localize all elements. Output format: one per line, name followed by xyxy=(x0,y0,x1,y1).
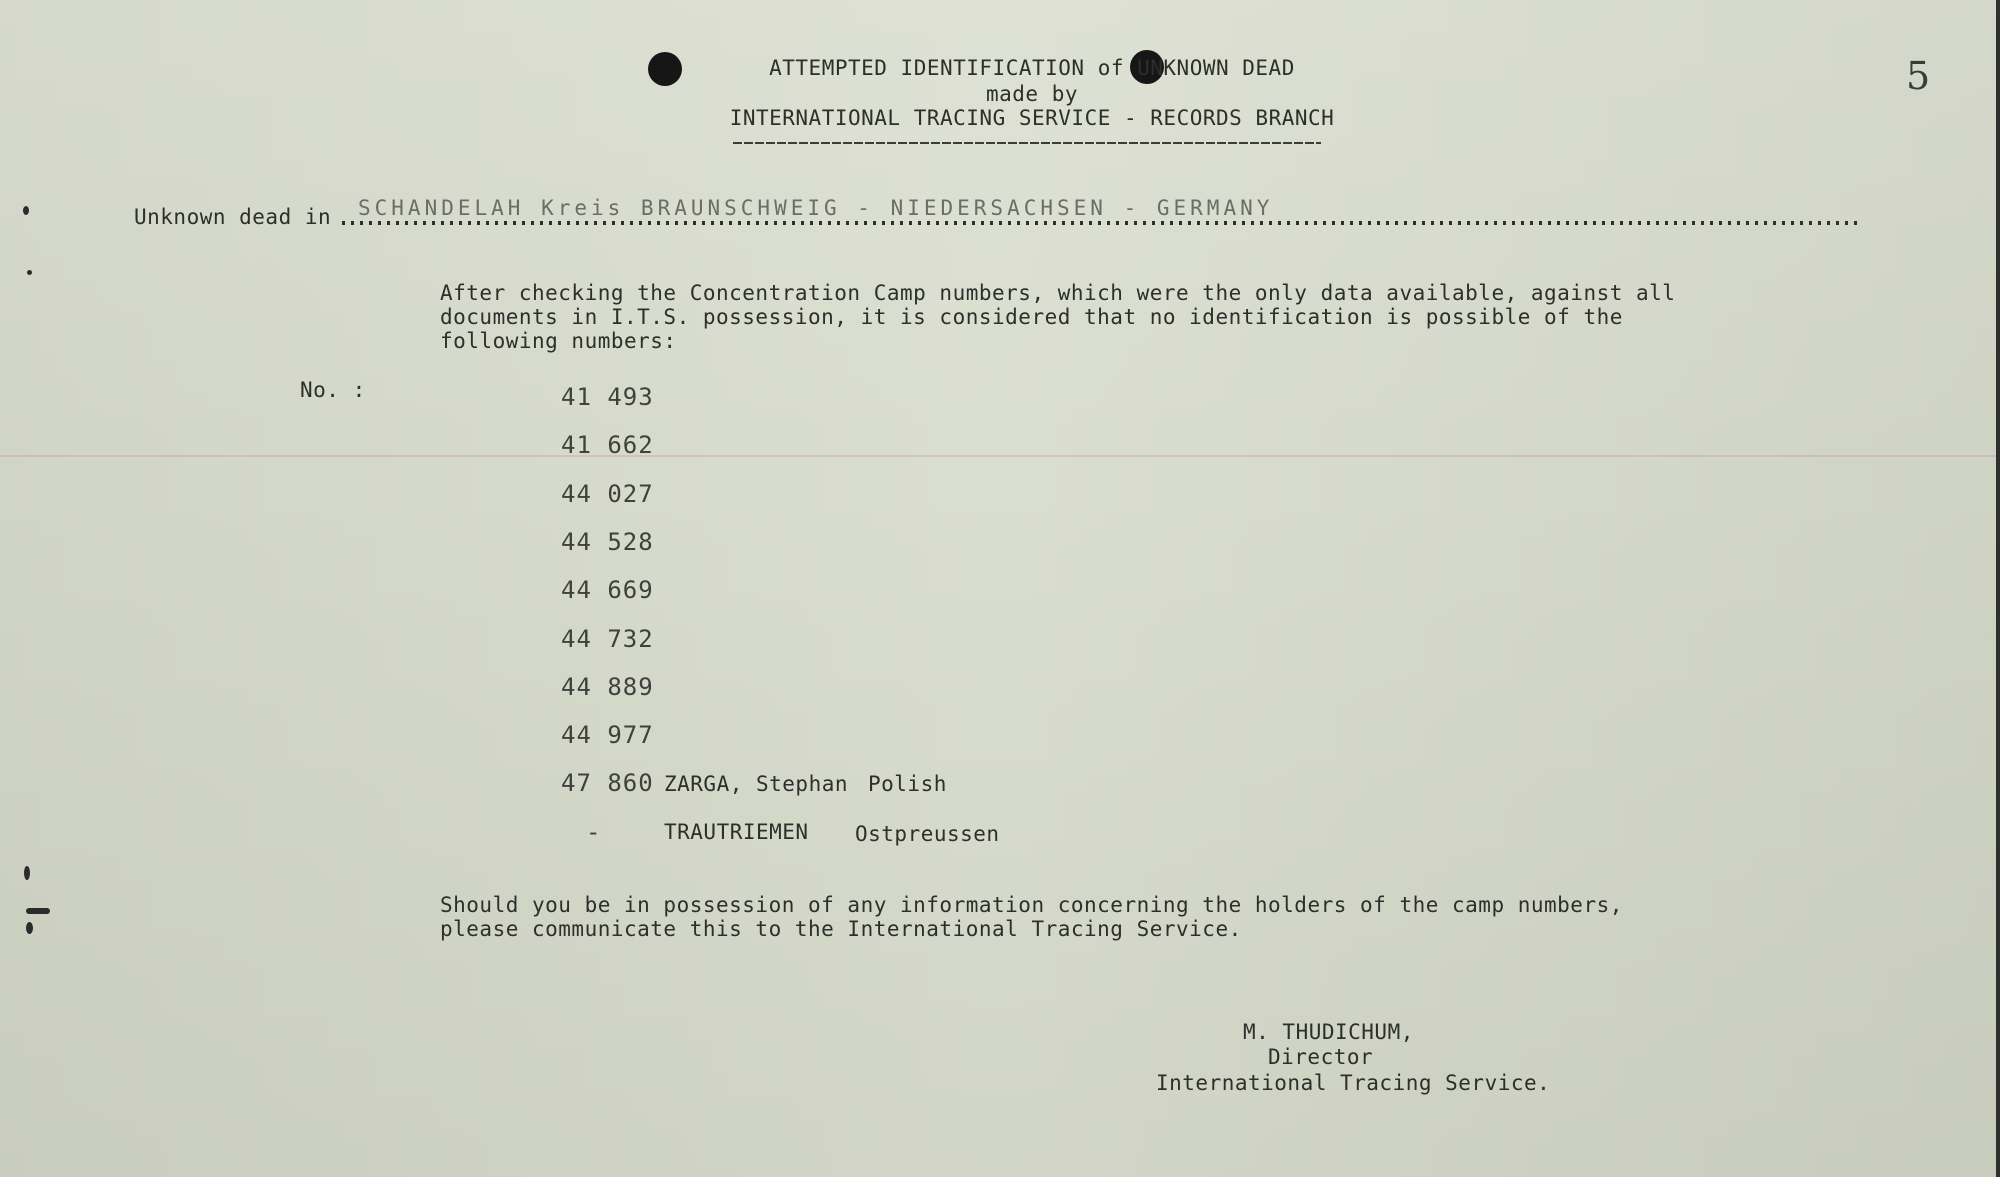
camp-number: 41 493 xyxy=(561,383,654,411)
camp-number: 41 662 xyxy=(561,431,654,459)
camp-number: 47 860 xyxy=(561,769,654,797)
margin-speck xyxy=(26,922,33,934)
header-title: ATTEMPTED IDENTIFICATION of UNKNOWN DEAD xyxy=(769,56,1295,80)
person-place: TRAUTRIEMEN xyxy=(664,820,809,844)
header-subtitle: made by xyxy=(985,82,1078,106)
person-region: Ostpreussen xyxy=(855,822,1000,846)
location-value: SCHANDELAH Kreis BRAUNSCHWEIG - NIEDERSACHSEN - GERMANY xyxy=(358,196,1274,220)
margin-speck xyxy=(23,206,29,215)
person-name: ZARGA, Stephan xyxy=(664,772,849,796)
location-label: Unknown dead in xyxy=(134,205,332,229)
header-underline xyxy=(733,142,1321,144)
signature-title: Director xyxy=(1268,1045,1374,1069)
page-number: 5 xyxy=(1906,54,1931,98)
margin-speck xyxy=(24,866,30,880)
intro-line-2: documents in I.T.S. possession, it is considered that no identification is possible of the xyxy=(440,305,1623,329)
numbers-label: No. : xyxy=(300,378,366,402)
location-dotted-line xyxy=(342,221,1862,225)
intro-line-3: following numbers: xyxy=(440,329,677,353)
closing-line-2: please communicate this to the International Tracing Service. xyxy=(440,917,1242,941)
camp-number: 44 027 xyxy=(561,480,654,508)
intro-line-1: After checking the Concentration Camp numbers, which were the only data available, against all xyxy=(440,281,1676,305)
margin-speck xyxy=(26,908,50,914)
signature-name: M. THUDICHUM, xyxy=(1243,1020,1414,1044)
signature-organization: International Tracing Service. xyxy=(1156,1071,1551,1095)
page-fold-line xyxy=(0,455,1996,457)
camp-number: 44 732 xyxy=(561,625,654,653)
camp-number: 44 977 xyxy=(561,721,654,749)
camp-number: 44 889 xyxy=(561,673,654,701)
margin-speck xyxy=(27,270,32,275)
camp-number: 44 528 xyxy=(561,528,654,556)
header-organization: INTERNATIONAL TRACING SERVICE - RECORDS BRANCH xyxy=(729,106,1335,130)
camp-number-dash: - xyxy=(586,818,602,846)
camp-number: 44 669 xyxy=(561,576,654,604)
person-nationality: Polish xyxy=(868,772,947,796)
closing-line-1: Should you be in possession of any information concerning the holders of the camp numbers, xyxy=(440,893,1623,917)
